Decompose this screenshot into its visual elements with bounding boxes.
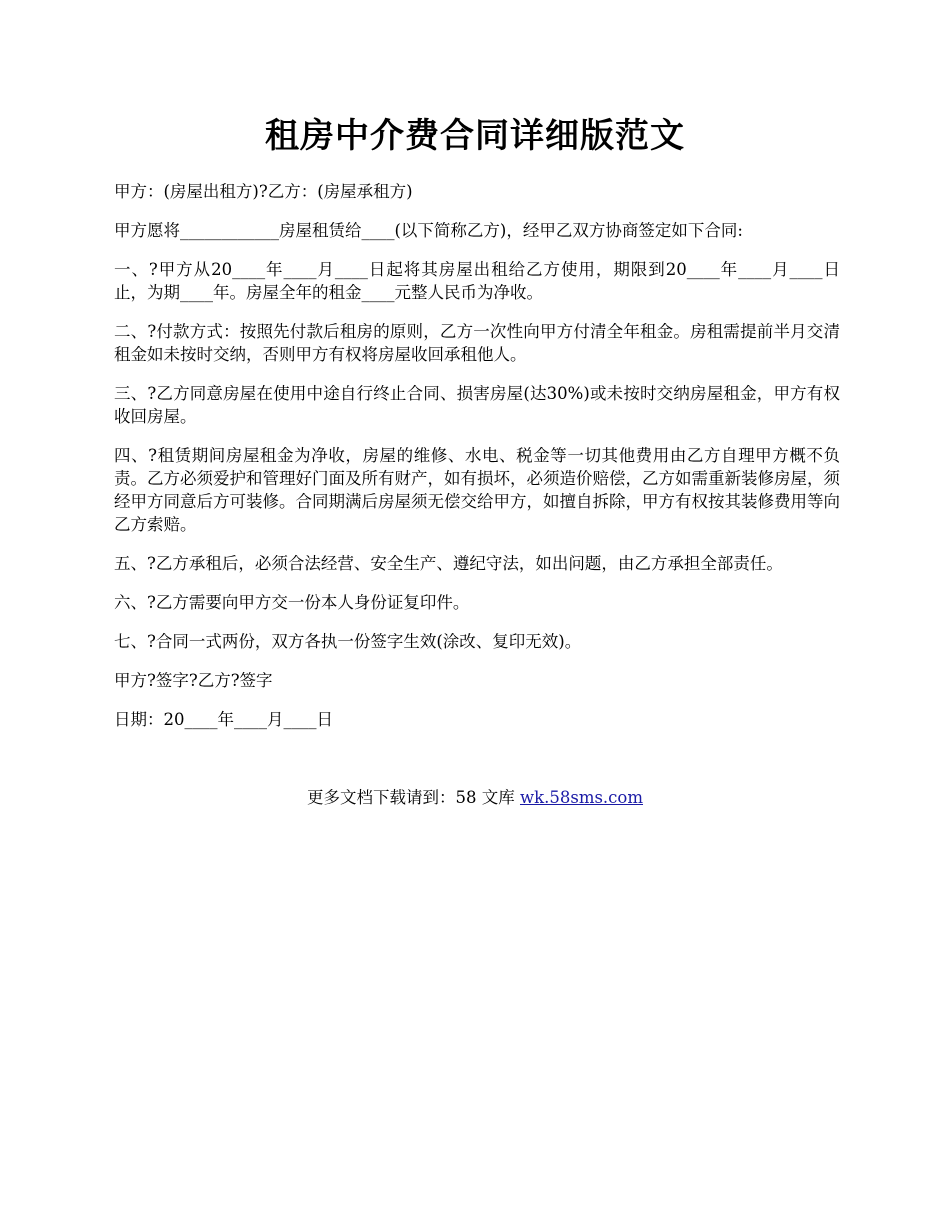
footer-prefix: 更多文档下载请到：58 文库 [306, 788, 520, 807]
signature-line: 甲方?签字?乙方?签字 [114, 671, 273, 690]
party-intro: 甲方：(房屋出租方)?乙方：(房屋承租方) [114, 182, 413, 201]
clause-2: 二、?付款方式：按照先付款后租房的原则，乙方一次性向甲方付清全年租金。房租需提前半月交清租金如未按时交纳，否则甲方有权将房屋收回承租他人。 [114, 322, 840, 364]
clause-6: 六、?乙方需要向甲方交一份本人身份证复印件。 [114, 593, 470, 612]
clause-7: 七、?合同一式两份，双方各执一份签字生效(涂改、复印无效)。 [114, 632, 582, 651]
document-title: 租房中介费合同详细版范文 [265, 116, 685, 156]
clause-4: 四、?租赁期间房屋租金为净收，房屋的维修、水电、税金等一切其他费用由乙方自理甲方概不负责。乙方必须爱护和管理好门面及所有财产，如有损坏，必须造价赔偿，乙方如需重新装修房屋，须经甲方同意后方可装修。合同期满后房屋须无偿交给甲方，如擅自拆除，甲方有权按其装修费用等向乙方索赔。 [114, 446, 840, 534]
document-body [114, 180, 840, 747]
footer-note [0, 786, 950, 809]
clause-3: 三、?乙方同意房屋在使用中途自行终止合同、损害房屋(达30%)或未按时交纳房屋租金，甲方有权收回房屋。 [114, 384, 840, 426]
clause-5: 五、?乙方承租后，必须合法经营、安全生产、遵纪守法，如出问题，由乙方承担全部责任。 [114, 554, 783, 573]
date-line: 日期：20____年____月____日 [114, 710, 333, 729]
lease-intro: 甲方愿将____________房屋租赁给____(以下简称乙方)，经甲乙双方协商签定如下合同: [114, 221, 743, 240]
clause-1: 一、?甲方从20____年____月____日起将其房屋出租给乙方使用，期限到20____年____月____日止，为期____年。房屋全年的租金____元整人民币为净收。 [114, 260, 840, 302]
footer-link[interactable]: wk.58sms.com [519, 788, 643, 807]
